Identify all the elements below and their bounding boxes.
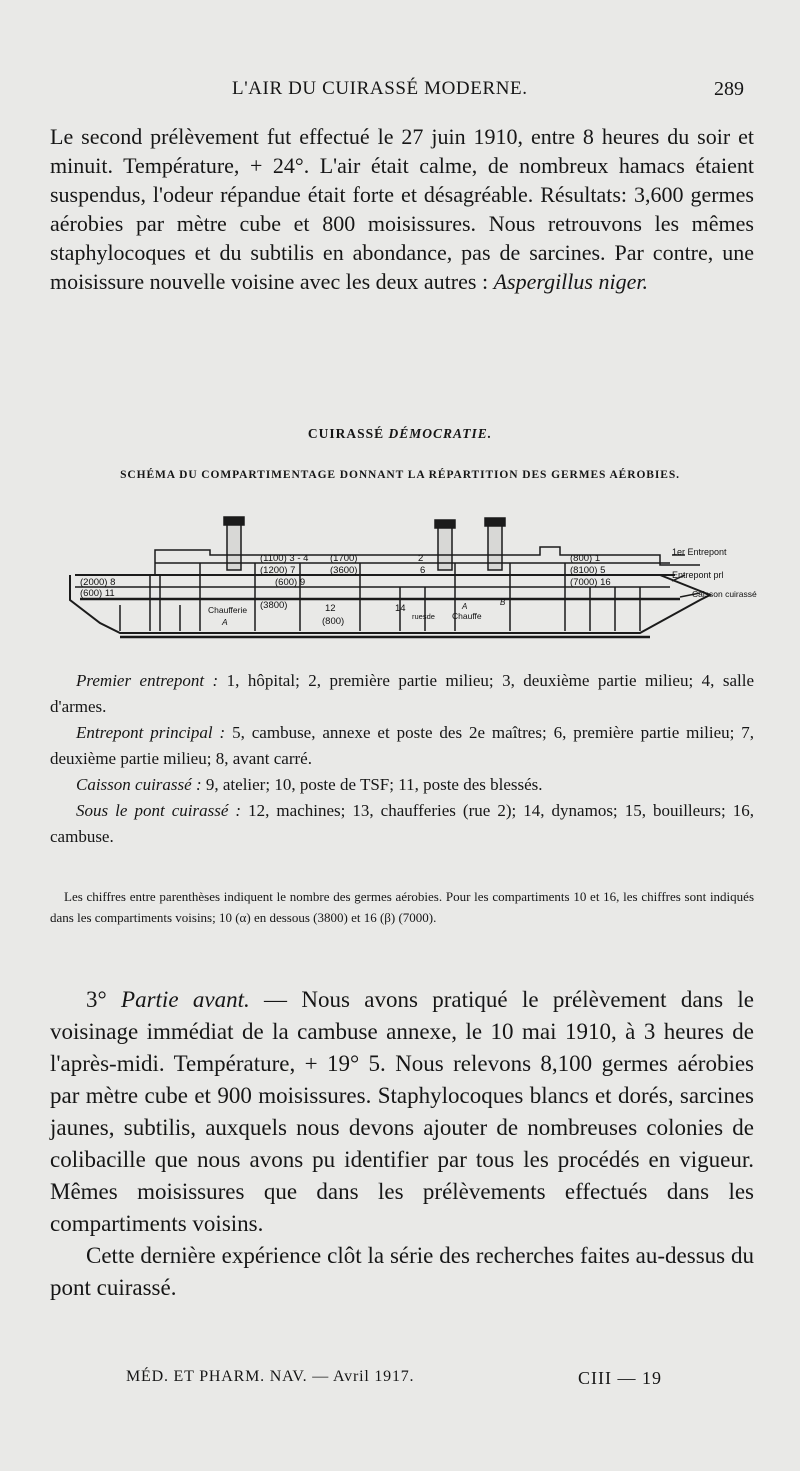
ship-compartment-diagram bbox=[60, 505, 800, 665]
legend-caisson-text: 9, atelier; 10, poste de TSF; 11, poste des blessés. bbox=[205, 775, 543, 794]
label-chaufferie-a: Chaufferie bbox=[208, 605, 248, 615]
label-600-11: (600) 11 bbox=[80, 588, 115, 599]
figure-title bbox=[0, 426, 800, 442]
label-1200-7: (1200) 7 bbox=[260, 565, 296, 576]
legend-main-deck bbox=[50, 720, 754, 772]
legend-caisson-label: Caisson cuirassé : bbox=[76, 775, 206, 794]
footer-signature: CIII — 19 bbox=[578, 1368, 662, 1388]
legend-main-deck-label: Entrepont principal : bbox=[76, 723, 233, 742]
label-chauffe: Chauffe bbox=[452, 611, 482, 621]
label-first-deck: 1er Entrepont bbox=[672, 547, 727, 557]
label-1100-3-4: (1100) 3 - 4 bbox=[260, 553, 309, 564]
label-12: 12 bbox=[325, 603, 336, 614]
running-title: L'AIR DU CUIRASSÉ MODERNE. bbox=[232, 78, 528, 99]
paragraph-second-sampling bbox=[50, 122, 754, 296]
label-7000-16: (7000) 16 bbox=[570, 577, 611, 588]
label-main-deck: Entrepont prl bbox=[672, 570, 724, 580]
paragraph-front-part bbox=[50, 984, 754, 1240]
label-800: (800) bbox=[322, 616, 345, 627]
legend-first-deck bbox=[50, 668, 754, 720]
paragraph-text: Le second prélèvement fut effectué le 27 juin 1910, entre 8 heures du soir et minuit. Température, + 24°. L'air était calme, de nombreux hamacs étaient suspendus, l'odeur répandue était forte et désagréable. Résultats: 3,600 germes aérobies par mètre cube et 800 moisissures. Nous retrouvons les mêmes staphylocoques et du subtilis en abondance, pas de sarcines. Par contre, une moisissure nouvelle voisine avec les deux autres : bbox=[50, 124, 754, 294]
label-2000-8: (2000) 8 bbox=[80, 577, 116, 588]
label-6: 6 bbox=[420, 565, 426, 576]
paragraph-front-heading: Partie avant. bbox=[121, 987, 250, 1012]
footer-journal: MÉD. ET PHARM. NAV. — Avril 1917. bbox=[126, 1368, 415, 1385]
figure-legend bbox=[50, 668, 754, 850]
legend-main-deck-text: 5, cambuse, annexe et poste des 2e maîtres; 6, première partie milieu; 7, deuxième partie milieu; 8, avant carré. bbox=[50, 723, 755, 768]
label-8100-5: (8100) 5 bbox=[570, 565, 606, 576]
page-footer bbox=[0, 1368, 800, 1398]
label-800-1: (800) 1 bbox=[570, 553, 601, 564]
running-head bbox=[0, 78, 800, 108]
body-section-front bbox=[50, 984, 754, 1304]
label-ruesde: ruesde bbox=[412, 612, 435, 621]
label-caisson: Caisson cuirassé bbox=[692, 589, 757, 599]
paragraph-front-text: — Nous avons pratiqué le prélèvement dans le voisinage immédiat de la cambuse annexe, le 10 mai 1910, à 3 heures de l'après-midi. Température, + 19° 5. Nous relevons 8,100 germes aérobies par mètre cube et 900 moisissures. Staphylocoques blancs et dorés, sarcines jaunes, subtilis, auxquels nous devons ajouter de nombreuses colonies de colibacille que nous avons pu identifier par tous les procédés en vigueur. Mêmes moisissures que dans les prélèvements effectués dans les compartiments voisins. bbox=[50, 987, 754, 1236]
funnel-1-cap bbox=[224, 517, 244, 525]
label-14: 14 bbox=[395, 603, 406, 614]
paragraph-conclusion: Cette dernière expérience clôt la série des recherches faites au-dessus du pont cuirassé. bbox=[50, 1243, 754, 1300]
label-3800: (3800) bbox=[260, 600, 288, 611]
label-1700: (1700) bbox=[330, 553, 358, 564]
paragraph-italic-species: Aspergillus niger. bbox=[493, 269, 648, 294]
label-3600: (3600) bbox=[330, 565, 358, 576]
legend-under-deck-text: 12, machines; 13, chaufferies (rue 2); 14, dynamos; 15, bouilleurs; 16, cambuse. bbox=[50, 801, 754, 846]
funnel-2-cap bbox=[435, 520, 455, 528]
legend-caisson bbox=[50, 772, 754, 798]
label-b-small: B bbox=[500, 598, 506, 607]
label-a-small: A bbox=[462, 602, 468, 611]
legend-under-deck bbox=[50, 798, 754, 850]
legend-first-deck-text: 1, hôpital; 2, première partie milieu; 3, deuxième partie milieu; 4, salle d'armes. bbox=[50, 671, 754, 716]
figure-note: Les chiffres entre parenthèses indiquent le nombre des germes aérobies. Pour les compartiments 10 et 16, les chiffres sont indiqués dans les compartiments voisins; 10 (α) en dessous (3800) et 16 (β) (7000). bbox=[50, 889, 754, 925]
label-600-9: (600) 9 bbox=[275, 577, 306, 588]
page-number: 289 bbox=[714, 78, 744, 100]
figure-title-ship-name: DÉMOCRATIE. bbox=[388, 426, 493, 441]
figure-subtitle: SCHÉMA DU COMPARTIMENTAGE DONNANT LA RÉPARTITION DES GERMES AÉROBIES. bbox=[120, 469, 680, 481]
label-2: 2 bbox=[418, 553, 424, 564]
funnel-3-cap bbox=[485, 518, 505, 526]
legend-under-deck-label: Sous le pont cuirassé : bbox=[76, 801, 249, 820]
paragraph-lead-number: 3° bbox=[86, 987, 122, 1012]
hull-outline bbox=[70, 575, 710, 633]
figure-title-prefix: CUIRASSÉ bbox=[307, 426, 389, 441]
legend-first-deck-label: Premier entrepont : bbox=[76, 671, 227, 690]
label-a-under-chaufferie: A bbox=[222, 617, 228, 627]
